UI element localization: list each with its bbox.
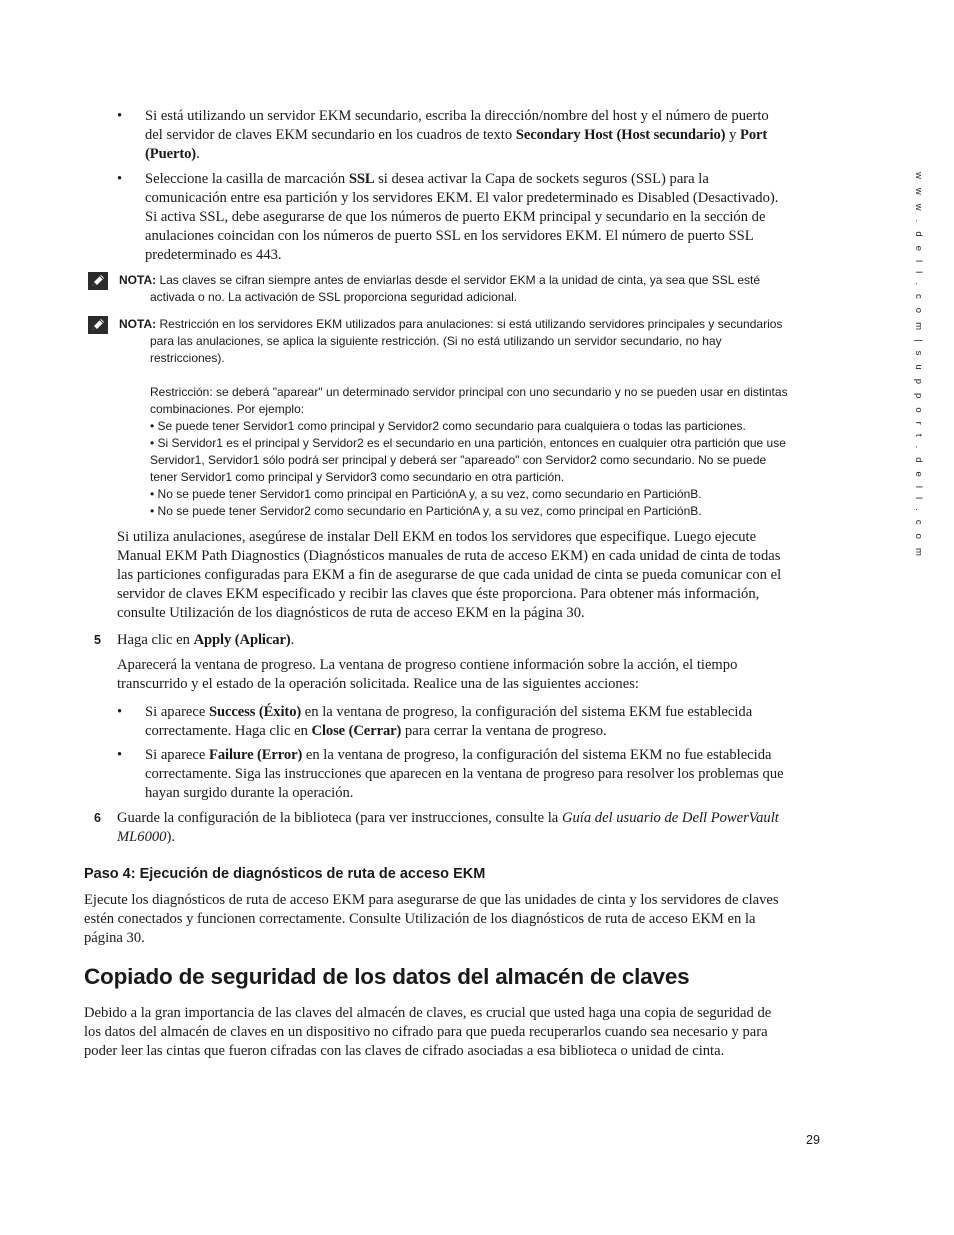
bullet-failure <box>117 746 787 803</box>
step5-text: Haga clic en Apply (Aplicar). <box>117 632 295 648</box>
restriction-item: • No se puede tener Servidor1 como principal en ParticiónA y, a su vez, como secundario en ParticiónB. <box>150 487 702 501</box>
bullet-text: Si está utilizando un servidor EKM secundario, escriba la dirección/nombre del host y el número de puerto del servidor de claves EKM secundario en los cuadros de texto Secondary Host (Host secundario) y Port (Puerto). <box>145 108 769 162</box>
note-ssl <box>88 272 788 306</box>
step5-para: Aparecerá la ventana de progreso. La ventana de progreso contiene información sobre la acción, el tiempo transcurrido y el estado de la operación solicitada. Realice una de las siguientes acciones: <box>117 657 738 692</box>
bullet-marker: • <box>117 704 123 720</box>
note-text: NOTA: Las claves se cifran siempre antes de enviarlas desde el servidor EKM a la unidad de cinta, ya sea que SSL esté activada o no. La activación de SSL proporciona seguridad adicional. <box>119 273 760 304</box>
para-overrides: Si utiliza anulaciones, asegúrese de instalar Dell EKM en todos los servidores que especifique. Luego ejecute Manual EKM Path Diagnostics (Diagnósticos manuales de ruta de acceso EKM) en cada unidad de cinta de todas las particiones configuradas para EKM a fin de asegurarse de que cada unidad de cinta se pueda comunicar con el servidor de claves EKM especificado y recibir las claves que éste proporciona. Para obtener más información, consulte Utilización de los diagnósticos de ruta de acceso EKM en la página 30. <box>117 529 782 621</box>
restriction-label: Restricción: <box>150 385 213 399</box>
ui-label-failure: Failure (Error) <box>209 747 303 763</box>
bullet-marker: • <box>117 747 123 763</box>
ui-label-port: Port (Puerto) <box>145 127 768 162</box>
step-number: 5 <box>94 633 101 647</box>
restriction-block <box>150 384 788 520</box>
note-pencil-icon <box>88 316 108 334</box>
guide-title: Guía del usuario de Dell PowerVault ML6000 <box>117 810 779 845</box>
section-heading: Copiado de seguridad de los datos del almacén de claves <box>84 964 690 989</box>
restriction-intro: Restricción: se deberá "aparear" un determinado servidor principal con uno secundario y no se pueden usar en distintas combinaciones. Por ejemplo: <box>150 385 788 416</box>
page-number: 29 <box>806 1133 820 1147</box>
subheading-step4: Paso 4: Ejecución de diagnósticos de ruta de acceso EKM <box>84 866 486 882</box>
note-restriction <box>88 316 788 520</box>
ui-label-close: Close (Cerrar) <box>311 723 402 739</box>
bullet-marker: • <box>117 171 123 187</box>
para-diagnostics: Ejecute los diagnósticos de ruta de acceso EKM para asegurarse de que las unidades de cinta y los servidores de claves estén conectados y funcionen correctamente. Consulte Utilización de los diagnósticos de ruta de acceso EKM en la página 30. <box>84 892 779 946</box>
bullet-text: Si aparece Success (Éxito) en la ventana de progreso, la configuración del sistema EKM fue establecida correctamente. Haga clic en Close (Cerrar) para cerrar la ventana de progreso. <box>145 704 753 739</box>
restriction-item: • Se puede tener Servidor1 como principal y Servidor2 como secundario para cualquiera o todas las particiones. <box>150 419 746 433</box>
sidebar-url <box>913 172 927 560</box>
note-label: NOTA: <box>119 317 157 331</box>
note-label: NOTA: <box>119 273 157 287</box>
ui-label-ssl: SSL <box>348 171 375 187</box>
note-heading: Restricción en los servidores EKM utilizados para anulaciones: <box>156 317 494 331</box>
bullet-success <box>117 703 787 741</box>
bullet-text: Si aparece Failure (Error) en la ventana de progreso, la configuración del sistema EKM no fue establecida correctamente. Siga las instrucciones que aparecen en la ventana de progreso para resolver los problemas que hayan surgido durante la operación. <box>145 747 784 801</box>
ui-label-apply: Apply (Aplicar) <box>193 632 291 648</box>
restriction-item: • No se puede tener Servidor2 como secundario en ParticiónA y, a su vez, como principal en ParticiónB. <box>150 504 702 518</box>
ui-label-success: Success (Éxito) <box>209 704 302 720</box>
step6-text: Guarde la configuración de la biblioteca (para ver instrucciones, consulte la Guía del usuario de Dell PowerVault ML6000). <box>117 810 779 845</box>
para-backup: Debido a la gran importancia de las claves del almacén de claves, es crucial que usted haga una copia de seguridad de los datos del almacén de claves en un dispositivo no cifrado para que pueda recuperarlos cuando sea necesario y para poder leer las cintas que fueron cifradas con las claves de cifrado asociadas a esa biblioteca o unidad de cinta. <box>84 1005 772 1059</box>
step-number: 6 <box>94 811 101 825</box>
note-text: NOTA: Restricción en los servidores EKM utilizados para anulaciones: si está utilizando servidores principales y secundarios para las anulaciones, se aplica la siguiente restricción. (Si no está utilizando un servidor secundario, no hay restricciones). <box>119 317 783 365</box>
restriction-item: • Si Servidor1 es el principal y Servidor2 es el secundario en una partición, entonces en cualquier otra partición que use Servidor1, Servidor1 sólo podrá ser principal y deberá ser "apareado" con Servidor2 como secundario. No se puede tener Servidor1 como principal y Servidor3 como secundario en otra partición. <box>150 436 786 484</box>
sidebar-url-text: w w w . d e l l . c o m | s u p p o r t . d e l l . c o m <box>913 172 924 560</box>
bullet-text: Seleccione la casilla de marcación SSL si desea activar la Capa de sockets seguros (SSL) para la comunicación entre esa partición y los servidores EKM. El valor predeterminado es Disabled (Desactivado). Si activa SSL, debe asegurarse de que los números de puerto EKM principal y secundario en la sección de anulaciones coincidan con los números de puerto SSL en los servidores EKM. El número de puerto SSL predeterminado es 443. <box>145 171 779 263</box>
bullet-secondary-host <box>117 107 787 164</box>
note-pencil-icon <box>88 272 108 290</box>
bullet-ssl <box>117 170 787 265</box>
bullet-marker: • <box>117 108 123 124</box>
ui-label-secondary-host: Secondary Host (Host secundario) <box>515 127 726 143</box>
